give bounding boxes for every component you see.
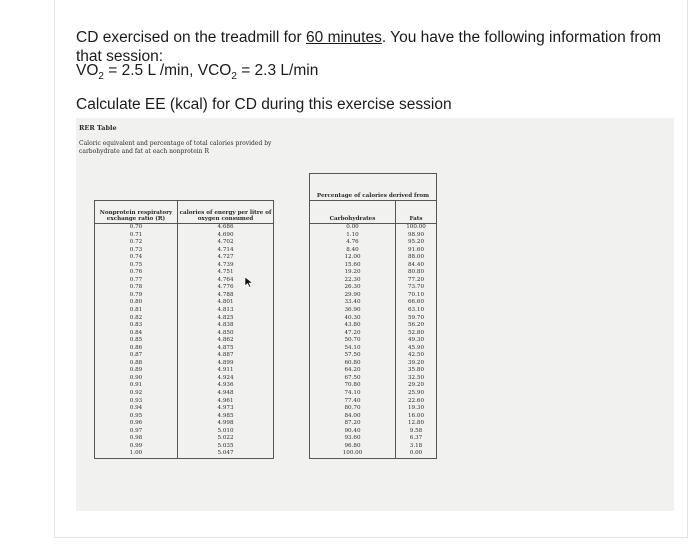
rer-cell: 0.81	[95, 307, 178, 315]
carb-cell: 43.80	[310, 322, 396, 330]
kcal-cell: 4.751	[178, 269, 274, 277]
rer-cell: 0.97	[95, 428, 178, 436]
kcal-cell: 4.850	[178, 330, 274, 338]
spacer-cell	[274, 450, 310, 458]
table-row	[95, 307, 437, 315]
kcal-cell: 4.899	[178, 360, 274, 368]
carb-cell: 64.20	[310, 367, 396, 375]
fat-cell: 9.58	[396, 428, 437, 436]
spacer-cell	[274, 284, 310, 292]
table-row	[95, 367, 437, 375]
kcal-cell: 4.875	[178, 345, 274, 353]
rer-cell: 0.79	[95, 292, 178, 300]
carb-cell: 40.30	[310, 315, 396, 323]
problem-text-start: CD exercised on the treadmill for	[76, 29, 307, 46]
spacer-cell	[274, 322, 310, 330]
fat-cell: 56.20	[396, 322, 437, 330]
table-row	[95, 405, 437, 413]
spacer-cell	[274, 269, 310, 277]
carb-cell: 33.40	[310, 299, 396, 307]
table-row	[95, 435, 437, 443]
rer-cell: 0.70	[95, 224, 178, 232]
kcal-cell: 4.727	[178, 254, 274, 262]
problem-statement	[76, 28, 680, 67]
kcal-cell: 4.813	[178, 307, 274, 315]
rer-cell: 0.82	[95, 315, 178, 323]
carb-cell: 1.10	[310, 232, 396, 240]
table-row	[95, 292, 437, 300]
fat-cell: 84.40	[396, 262, 437, 270]
fat-cell: 35.80	[396, 367, 437, 375]
table-row	[95, 239, 437, 247]
rer-cell: 0.76	[95, 269, 178, 277]
kcal-cell: 4.788	[178, 292, 274, 300]
kcal-header: calories of energy per litre of oxygen consumed	[178, 201, 274, 224]
table-row	[95, 269, 437, 277]
spacer-cell	[274, 330, 310, 338]
spacer-cell	[274, 247, 310, 255]
rer-cell: 0.91	[95, 382, 178, 390]
fat-cell: 91.60	[396, 247, 437, 255]
carb-cell: 22.30	[310, 277, 396, 285]
carb-cell: 74.10	[310, 390, 396, 398]
rer-cell: 0.92	[95, 390, 178, 398]
table-row	[95, 360, 437, 368]
table-row	[95, 330, 437, 338]
rer-cell: 0.99	[95, 443, 178, 451]
carb-cell: 70.80	[310, 382, 396, 390]
kcal-cell: 4.887	[178, 352, 274, 360]
table-row	[95, 262, 437, 270]
rer-cell: 0.72	[95, 239, 178, 247]
vco2-value: = 2.3 L/min	[236, 62, 319, 79]
fat-cell: 3.18	[396, 443, 437, 451]
fat-cell: 66.60	[396, 299, 437, 307]
table-row	[95, 284, 437, 292]
rer-cell: 0.71	[95, 232, 178, 240]
table-row	[95, 428, 437, 436]
kcal-cell: 5.035	[178, 443, 274, 451]
spacer-cell	[274, 337, 310, 345]
table-row	[95, 390, 437, 398]
fat-cell: 70.10	[396, 292, 437, 300]
table-row	[95, 224, 437, 232]
rer-cell: 0.94	[95, 405, 178, 413]
spacer-cell	[274, 277, 310, 285]
carb-cell: 90.40	[310, 428, 396, 436]
fat-cell: 100.00	[396, 224, 437, 232]
kcal-cell: 4.961	[178, 398, 274, 406]
fat-cell: 22.60	[396, 398, 437, 406]
rer-cell: 0.87	[95, 352, 178, 360]
rer-cell: 0.85	[95, 337, 178, 345]
rer-table	[94, 173, 437, 459]
table-row	[95, 315, 437, 323]
carb-header: Carbohydrates	[310, 201, 396, 224]
kcal-cell: 4.838	[178, 322, 274, 330]
rer-table-title: RER Table	[79, 124, 117, 132]
table-row	[95, 345, 437, 353]
rer-cell: 0.84	[95, 330, 178, 338]
rer-cell: 0.95	[95, 413, 178, 421]
kcal-cell: 4.714	[178, 247, 274, 255]
kcal-cell: 4.924	[178, 375, 274, 383]
rer-cell: 0.78	[95, 284, 178, 292]
rer-cell: 0.96	[95, 420, 178, 428]
vo2-subscript: 2	[98, 71, 104, 83]
rer-header: Nonprotein respiratory exchange ratio (R)	[95, 201, 178, 224]
carb-cell: 100.00	[310, 450, 396, 458]
carb-cell: 84.00	[310, 413, 396, 421]
fat-cell: 12.80	[396, 420, 437, 428]
carb-cell: 15.60	[310, 262, 396, 270]
rer-cell: 0.88	[95, 360, 178, 368]
spacer-cell	[274, 292, 310, 300]
fat-cell: 77.20	[396, 277, 437, 285]
rer-cell: 0.93	[95, 398, 178, 406]
spacer-cell	[274, 360, 310, 368]
spacer-cell	[274, 375, 310, 383]
kcal-cell: 5.022	[178, 435, 274, 443]
problem-text-end: . You have the following information from that session:	[76, 29, 662, 66]
question-text: Calculate EE (kcal) for CD during this exercise session	[76, 96, 452, 113]
fat-cell: 16.00	[396, 413, 437, 421]
spacer-cell	[274, 232, 310, 240]
spacer-cell	[274, 239, 310, 247]
kcal-cell: 4.985	[178, 413, 274, 421]
vo2-symbol: VO	[76, 62, 99, 79]
fat-cell: 19.30	[396, 405, 437, 413]
spacer-cell	[274, 398, 310, 406]
spacer-cell	[274, 352, 310, 360]
pct-group-header: Percentage of calories derived from	[310, 174, 437, 201]
kcal-cell: 4.973	[178, 405, 274, 413]
rer-cell: 0.80	[95, 299, 178, 307]
kcal-cell: 4.998	[178, 420, 274, 428]
fat-cell: 25.90	[396, 390, 437, 398]
fat-cell: 52.80	[396, 330, 437, 338]
rer-cell: 0.98	[95, 435, 178, 443]
fat-cell: 32.50	[396, 375, 437, 383]
vo2-value: = 2.5 L /min,	[103, 62, 198, 79]
table-row	[95, 420, 437, 428]
fat-cell: 42.50	[396, 352, 437, 360]
rer-cell: 0.86	[95, 345, 178, 353]
spacer-cell	[274, 382, 310, 390]
spacer-cell	[274, 428, 310, 436]
kcal-cell: 4.690	[178, 232, 274, 240]
carb-cell: 80.70	[310, 405, 396, 413]
carb-cell: 4.76	[310, 239, 396, 247]
rer-table-photo	[76, 118, 674, 511]
fat-cell: 45.90	[396, 345, 437, 353]
fat-cell: 59.70	[396, 315, 437, 323]
rer-cell: 0.74	[95, 254, 178, 262]
spacer-cell	[274, 254, 310, 262]
spacer-cell	[274, 367, 310, 375]
fat-cell: 63.10	[396, 307, 437, 315]
rer-table-body	[95, 224, 437, 459]
kcal-cell: 4.702	[178, 239, 274, 247]
table-row	[95, 382, 437, 390]
table-row	[95, 413, 437, 421]
rer-table-caption: Caloric equivalent and percentage of total calories provided by carbohydrate and fat at each nonprotein R	[79, 140, 272, 156]
rer-cell: 0.75	[95, 262, 178, 270]
kcal-cell: 4.776	[178, 284, 274, 292]
carb-cell: 60.80	[310, 360, 396, 368]
spacer-cell	[274, 435, 310, 443]
spacer-cell	[274, 420, 310, 428]
rer-cell: 0.73	[95, 247, 178, 255]
spacer-cell	[274, 413, 310, 421]
fat-cell: 73.70	[396, 284, 437, 292]
fat-cell: 95.20	[396, 239, 437, 247]
kcal-cell: 4.801	[178, 299, 274, 307]
carb-cell: 19.20	[310, 269, 396, 277]
duration-underlined: 60 minutes	[306, 29, 382, 46]
fat-cell: 0.00	[396, 450, 437, 458]
spacer-cell	[274, 307, 310, 315]
gas-exchange-values	[76, 62, 318, 82]
table-row	[95, 232, 437, 240]
kcal-cell: 4.825	[178, 315, 274, 323]
fat-cell: 39.20	[396, 360, 437, 368]
fat-cell: 6.37	[396, 435, 437, 443]
kcal-cell: 4.862	[178, 337, 274, 345]
table-row	[95, 254, 437, 262]
carb-cell: 8.40	[310, 247, 396, 255]
carb-cell: 26.30	[310, 284, 396, 292]
fat-cell: 98.90	[396, 232, 437, 240]
rer-cell: 0.89	[95, 367, 178, 375]
carb-cell: 93.60	[310, 435, 396, 443]
spacer-cell	[274, 262, 310, 270]
vco2-symbol: VCO	[197, 62, 232, 79]
fat-cell: 88.00	[396, 254, 437, 262]
kcal-cell: 5.010	[178, 428, 274, 436]
spacer-cell	[274, 345, 310, 353]
fat-cell: 80.80	[396, 269, 437, 277]
fat-header: Fats	[396, 201, 437, 224]
table-row	[95, 352, 437, 360]
rer-cell: 1.00	[95, 450, 178, 458]
carb-cell: 57.50	[310, 352, 396, 360]
spacer-cell	[274, 315, 310, 323]
carb-cell: 12.00	[310, 254, 396, 262]
table-row	[95, 398, 437, 406]
carb-cell: 67.50	[310, 375, 396, 383]
spacer-cell	[274, 299, 310, 307]
fat-cell: 29.20	[396, 382, 437, 390]
table-row	[95, 443, 437, 451]
spacer-cell	[274, 443, 310, 451]
carb-cell: 29.90	[310, 292, 396, 300]
carb-cell: 0.00	[310, 224, 396, 232]
spacer-cell	[274, 390, 310, 398]
kcal-cell: 4.764	[178, 277, 274, 285]
kcal-cell: 5.047	[178, 450, 274, 458]
fat-cell: 49.30	[396, 337, 437, 345]
table-row	[95, 337, 437, 345]
rer-cell: 0.83	[95, 322, 178, 330]
table-row	[95, 277, 437, 285]
carb-cell: 77.40	[310, 398, 396, 406]
carb-cell: 54.10	[310, 345, 396, 353]
kcal-cell: 4.936	[178, 382, 274, 390]
kcal-cell: 4.686	[178, 224, 274, 232]
kcal-cell: 4.911	[178, 367, 274, 375]
carb-cell: 96.80	[310, 443, 396, 451]
table-row	[95, 247, 437, 255]
kcal-cell: 4.948	[178, 390, 274, 398]
carb-cell: 47.20	[310, 330, 396, 338]
mouse-pointer-icon	[244, 276, 256, 288]
rer-cell: 0.77	[95, 277, 178, 285]
carb-cell: 50.70	[310, 337, 396, 345]
kcal-cell: 4.739	[178, 262, 274, 270]
table-row	[95, 450, 437, 458]
spacer-cell	[274, 405, 310, 413]
table-row	[95, 322, 437, 330]
spacer-cell	[274, 224, 310, 232]
vco2-subscript: 2	[231, 71, 237, 83]
carb-cell: 36.90	[310, 307, 396, 315]
table-row	[95, 299, 437, 307]
table-row	[95, 375, 437, 383]
carb-cell: 87.20	[310, 420, 396, 428]
rer-cell: 0.90	[95, 375, 178, 383]
